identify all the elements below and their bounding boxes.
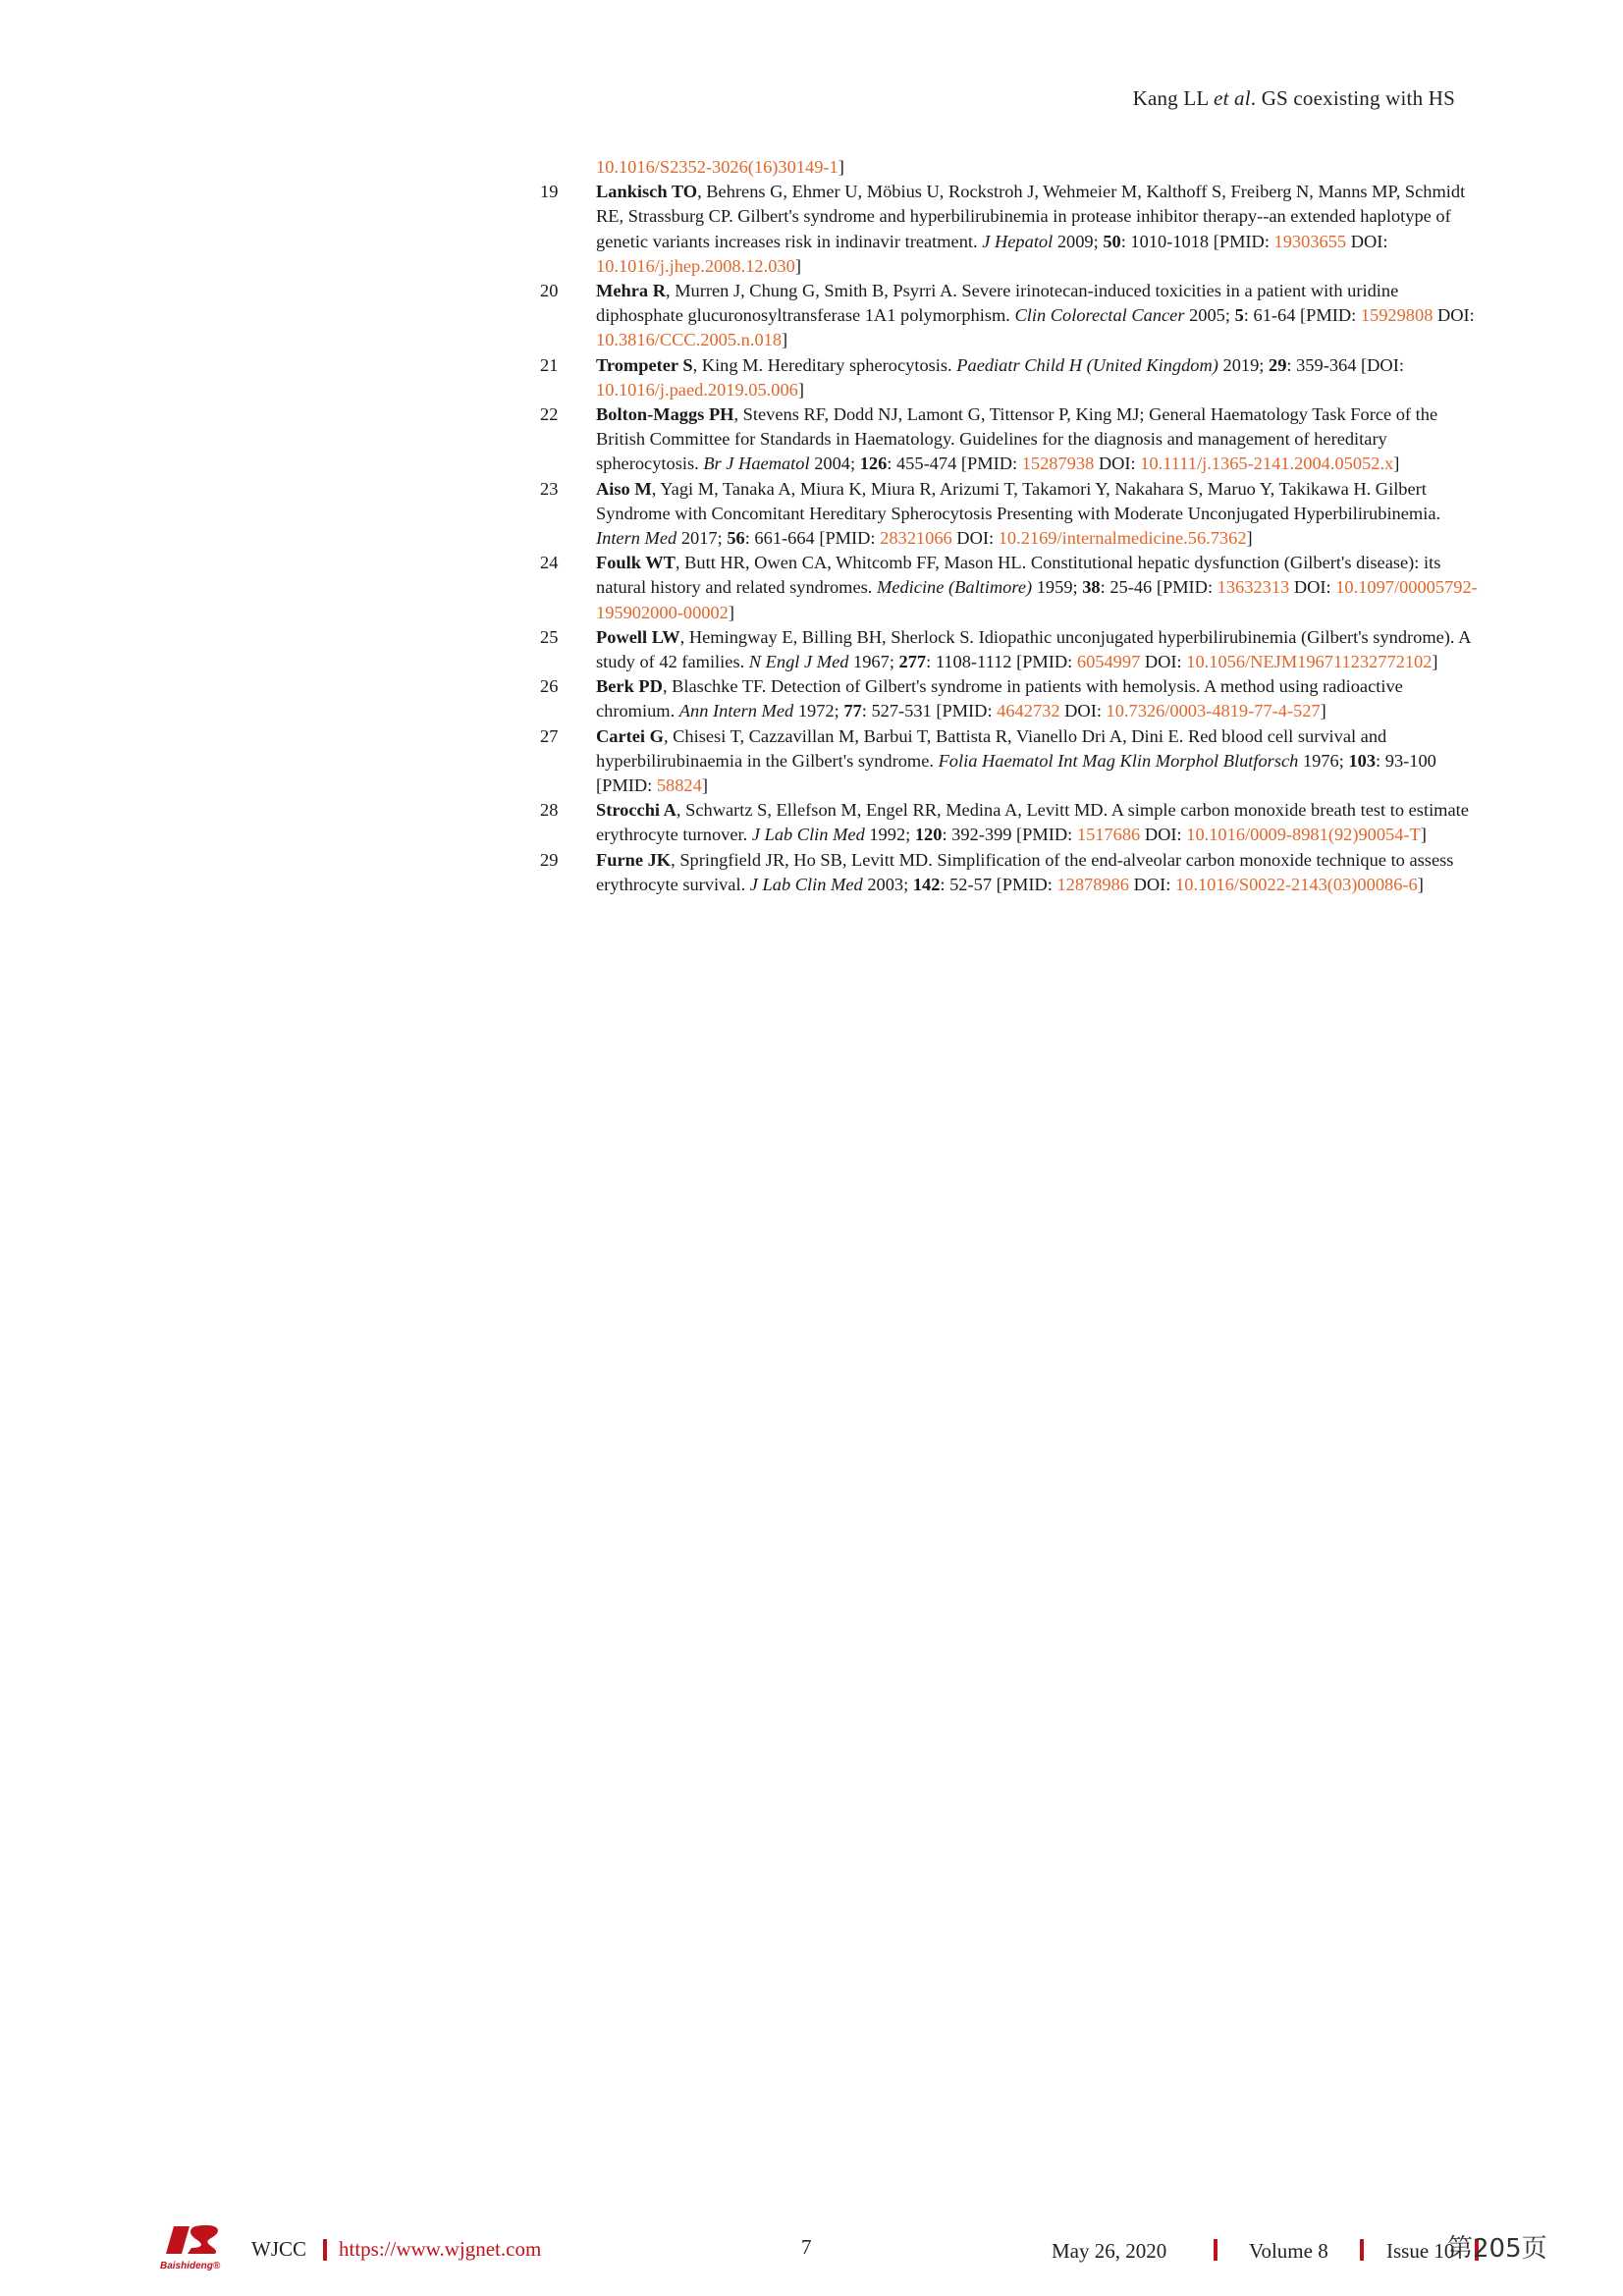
first-author: Bolton-Maggs PH <box>596 404 734 425</box>
journal-name: Ann Intern Med <box>678 701 794 721</box>
volume: 103 <box>1348 750 1377 771</box>
running-head-title: . GS coexisting with HS <box>1250 86 1455 110</box>
year: 2009; <box>1053 231 1104 251</box>
journal-name: J Lab Clin Med <box>751 825 865 845</box>
reference-text: , Stevens RF, Dodd NJ, Lamont G, Tittensor P, King MJ; General Haematology Task Force of the British Committee for Standards in Haematology. Guidelines for the diagnosis and management of hereditary spherocytosis. <box>596 404 1438 474</box>
pages: : 93-100 [PMID: <box>596 750 1436 796</box>
reference-number: 19 <box>540 182 559 202</box>
doi-link[interactable]: 10.3816/CCC.2005.n.018 <box>596 330 783 350</box>
reference-number: 22 <box>540 404 559 425</box>
volume: 29 <box>1269 354 1287 375</box>
volume: 38 <box>1082 577 1101 598</box>
pages: : 52-57 [PMID: <box>940 874 1057 894</box>
doi-label: DOI: <box>1094 454 1141 474</box>
doi-label: DOI: <box>1289 577 1336 598</box>
doi-label: DOI: <box>1346 231 1388 251</box>
pmid-link[interactable]: 15287938 <box>1021 454 1095 474</box>
first-author: Lankisch TO <box>596 182 698 202</box>
reference-continuation <box>540 155 1483 180</box>
reference-number: 21 <box>540 354 559 375</box>
reference-number: 29 <box>540 849 559 870</box>
pmid-link[interactable]: 4642732 <box>997 701 1060 721</box>
volume: 50 <box>1103 231 1121 251</box>
year: 2019; <box>1217 354 1270 375</box>
divider <box>323 2239 327 2261</box>
first-author: Trompeter S <box>596 354 693 375</box>
reference-text: , Murren J, Chung G, Smith B, Psyrri A. Severe irinotecan-induced toxicities in a patient with uridine diphosphate glucuronosyltransferase 1A1 polymorphism. <box>596 281 1399 326</box>
volume: 277 <box>898 652 927 672</box>
reference-number: 28 <box>540 800 559 821</box>
bracket: ] <box>782 330 788 350</box>
journal-name: Folia Haematol Int Mag Klin Morphol Blutforsch <box>938 750 1299 771</box>
reference-item <box>540 353 1483 402</box>
page-footer <box>0 2228 1623 2277</box>
running-head <box>1133 86 1455 111</box>
reference-item <box>540 402 1483 477</box>
pages: : 359-364 [DOI: <box>1286 354 1404 375</box>
year: 1992; <box>864 825 915 845</box>
doi-link[interactable]: 10.1016/j.jhep.2008.12.030 <box>596 255 795 276</box>
journal-name: Intern Med <box>596 528 677 549</box>
issue-label: Issue 10 <box>1386 2239 1455 2263</box>
reference-number: 20 <box>540 281 559 301</box>
bracket: ] <box>728 602 734 622</box>
bracket: ] <box>1420 825 1427 845</box>
bracket: ] <box>1320 701 1326 721</box>
reference-number: 25 <box>540 626 559 647</box>
doi-link[interactable]: 10.1016/S0022-2143(03)00086-6 <box>1175 874 1418 894</box>
reference-item <box>540 625 1483 674</box>
doi-label: DOI: <box>1129 874 1175 894</box>
pages: : 392-399 [PMID: <box>942 825 1077 845</box>
volume-label: Volume 8 <box>1249 2239 1328 2263</box>
journal-url-link[interactable]: https://www.wjgnet.com <box>339 2237 542 2261</box>
volume: 120 <box>914 825 943 845</box>
reference-item <box>540 798 1483 847</box>
pages: : 527-531 [PMID: <box>861 701 998 721</box>
journal-abbrev: WJCC <box>251 2237 307 2261</box>
divider <box>1360 2239 1364 2261</box>
reference-text: , Chisesi T, Cazzavillan M, Barbui T, Battista R, Vianello Dri A, Dini E. Red blood cell survival and hyperbilirubinaemia in the Gilbert's syndrome. <box>596 725 1387 771</box>
doi-label: DOI: <box>1059 701 1107 721</box>
logo-wordmark: Baishideng® <box>160 2261 221 2271</box>
pmid-link[interactable]: 19303655 <box>1273 231 1347 251</box>
year: 1967; <box>848 652 899 672</box>
reference-item <box>540 724 1483 799</box>
doi-label: DOI: <box>951 528 999 549</box>
first-author: Berk PD <box>596 676 663 697</box>
reference-item <box>540 279 1483 353</box>
reference-text: , Butt HR, Owen CA, Whitcomb FF, Mason HL. Constitutional hepatic dysfunction (Gilbert's disease): its natural history and related syndromes. <box>596 553 1441 598</box>
bracket: ] <box>701 775 708 796</box>
first-author: Foulk WT <box>596 553 676 573</box>
volume: 5 <box>1234 305 1244 326</box>
bracket: ] <box>1246 528 1253 549</box>
reference-text: , Blaschke TF. Detection of Gilbert's syndrome in patients with hemolysis. A method using radioactive chromium. <box>596 676 1403 721</box>
publication-date: May 26, 2020 <box>1052 2239 1167 2263</box>
first-author: Cartei G <box>596 725 664 746</box>
reference-number: 23 <box>540 478 559 499</box>
year: 2003; <box>862 874 913 894</box>
bracket: ] <box>1432 652 1438 672</box>
pmid-link[interactable]: 1517686 <box>1076 825 1141 845</box>
page-number: 7 <box>801 2235 812 2259</box>
pmid-link[interactable]: 28321066 <box>880 528 952 549</box>
doi-label: DOI: <box>1140 825 1187 845</box>
pmid-link[interactable]: 58824 <box>656 775 702 796</box>
first-author: Aiso M <box>596 478 652 499</box>
reference-item <box>540 180 1483 279</box>
pmid-link[interactable]: 13632313 <box>1217 577 1290 598</box>
reference-text: , King M. Hereditary spherocytosis. <box>692 354 957 375</box>
year: 2005; <box>1184 305 1235 326</box>
journal-name: Medicine (Baltimore) <box>877 577 1033 598</box>
bracket: ] <box>794 255 801 276</box>
volume: 56 <box>727 528 745 549</box>
pages: : 25-46 [PMID: <box>1100 577 1217 598</box>
bracket: ] <box>1417 874 1424 894</box>
bracket: ] <box>838 157 844 177</box>
reference-text: , Yagi M, Tanaka A, Miura K, Miura R, Arizumi T, Takamori Y, Nakahara S, Maruo Y, Takikawa H. Gilbert Syndrome with Concomitant Hereditary Spherocytosis Presenting with Moderate Unconjugated Hyperbilirubinemia. <box>596 478 1441 523</box>
reference-text: , Hemingway E, Billing BH, Sherlock S. Idiopathic unconjugated hyperbilirubinemia (Gilbert's syndrome). A study of 42 families. <box>596 626 1471 672</box>
volume: 77 <box>843 701 862 721</box>
doi-label: DOI: <box>1140 652 1187 672</box>
first-author: Mehra R <box>596 281 666 301</box>
first-author: Strocchi A <box>596 800 676 821</box>
reference-number: 27 <box>540 725 559 746</box>
bracket: ] <box>797 379 804 400</box>
reference-number: 26 <box>540 676 559 697</box>
year: 2004; <box>809 454 860 474</box>
doi-link[interactable]: 10.1016/S2352-3026(16)30149-1 <box>596 157 839 177</box>
journal-name: Clin Colorectal Cancer <box>1014 305 1185 326</box>
reference-item <box>540 848 1483 897</box>
pmid-link[interactable]: 15929808 <box>1360 305 1434 326</box>
journal-name: J Hepatol <box>982 231 1054 251</box>
doi-link[interactable]: 10.1111/j.1365-2141.2004.05052.x <box>1140 454 1394 474</box>
year: 2017; <box>676 528 728 549</box>
doi-label: DOI: <box>1433 305 1475 326</box>
year: 1959; <box>1032 577 1083 598</box>
pages: : 61-64 [PMID: <box>1243 305 1361 326</box>
doi-link[interactable]: 10.1016/j.paed.2019.05.006 <box>596 379 798 400</box>
divider <box>1214 2239 1217 2261</box>
pages: : 1108-1112 [PMID: <box>926 652 1077 672</box>
running-head-etal: et al <box>1214 86 1251 110</box>
bracket: ] <box>1393 454 1400 474</box>
running-head-authors: Kang LL <box>1132 86 1215 110</box>
year: 1972; <box>793 701 844 721</box>
reference-text: , Schwartz S, Ellefson M, Engel RR, Medina A, Levitt MD. A simple carbon monoxide breath test to estimate erythrocyte turnover. <box>596 800 1469 845</box>
doi-link[interactable]: 10.1056/NEJM196711232772102 <box>1186 652 1433 672</box>
doi-link[interactable]: 10.1016/0009-8981(92)90054-T <box>1186 825 1421 845</box>
reference-text: , Behrens G, Ehmer U, Möbius U, Rockstroh J, Wehmeier M, Kalthoff S, Freiberg N, Manns MP, Schmidt RE, Strassburg CP. Gilbert's syndrome and hyperbilirubinemia in protease inhibitor therapy--an extended haplotype of genetic variants increases risk in indinavir treatment. <box>596 182 1466 251</box>
journal-name: Br J Haematol <box>703 454 810 474</box>
volume: 142 <box>912 874 941 894</box>
page-stamp: 第205页 <box>1447 2234 1547 2264</box>
pages: : 1010-1018 [PMID: <box>1120 231 1274 251</box>
journal-name: J Lab Clin Med <box>749 874 863 894</box>
doi-link[interactable]: 10.7326/0003-4819-77-4-527 <box>1106 701 1321 721</box>
reference-item <box>540 674 1483 723</box>
reference-list <box>540 155 1483 897</box>
first-author: Furne JK <box>596 849 672 870</box>
journal-name: Paediatr Child H (United Kingdom) <box>956 354 1218 375</box>
reference-text: , Springfield JR, Ho SB, Levitt MD. Simplification of the end-alveolar carbon monoxide technique to assess erythrocyte survival. <box>596 849 1454 894</box>
first-author: Powell LW <box>596 626 680 647</box>
reference-item <box>540 477 1483 552</box>
reference-item <box>540 551 1483 625</box>
pages: : 455-474 [PMID: <box>887 454 1022 474</box>
pages: : 661-664 [PMID: <box>744 528 881 549</box>
year: 1976; <box>1298 750 1349 771</box>
doi-link[interactable]: 10.2169/internalmedicine.56.7362 <box>998 528 1247 549</box>
pmid-link[interactable]: 12878986 <box>1056 874 1129 894</box>
pmid-link[interactable]: 6054997 <box>1076 652 1141 672</box>
volume: 126 <box>859 454 888 474</box>
journal-name: N Engl J Med <box>748 652 849 672</box>
doi-link[interactable]: 10.1097/00005792-195902000-00002 <box>596 577 1478 622</box>
reference-number: 24 <box>540 553 559 573</box>
